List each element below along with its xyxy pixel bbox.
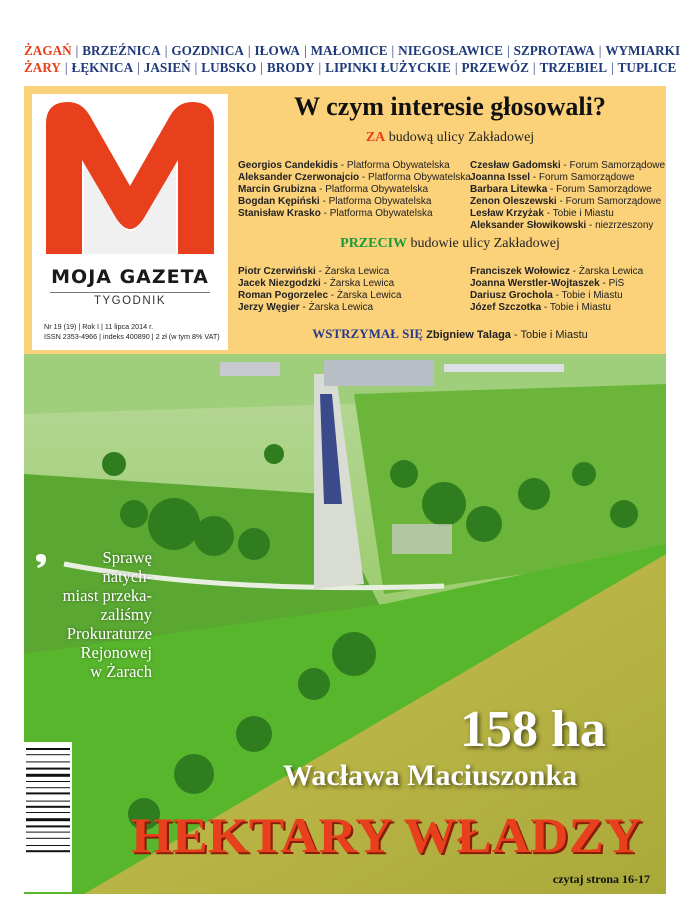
town-label: ŁĘKNICA <box>71 60 134 75</box>
councillor-name: Bogdan Kępiński <box>238 196 320 207</box>
town-separator: | <box>247 43 251 58</box>
town-separator: | <box>64 60 68 75</box>
councillor-name: Barbara Litewka <box>470 184 548 195</box>
vote-against-right-list <box>470 266 643 314</box>
town-list <box>24 42 681 76</box>
town-separator: | <box>506 43 510 58</box>
town-label: MAŁOMICE <box>310 43 388 58</box>
vote-for-heading <box>238 130 662 146</box>
councillor-party: niezrzeszony <box>595 220 654 231</box>
vote-abstain: WSTRZYMAŁ SIĘ Zbigniew Talaga - Tobie i Miastu <box>312 326 588 341</box>
councillor-entry: Marcin Grubizna - Platforma Obywatelska <box>238 184 429 195</box>
vote-for-key: ZA <box>365 130 386 145</box>
town-row <box>24 42 681 59</box>
councillor-party: Tobie i Miastu <box>561 290 623 301</box>
councillor-party: Tobie i Miastu <box>552 208 614 219</box>
councillor-name: Aleksander Czerwonajcio <box>238 172 360 183</box>
quote-line: zaliśmy <box>100 605 152 624</box>
quote-line: miast przeka- <box>62 586 152 605</box>
councillor-party: Forum Samorządowe <box>538 172 635 183</box>
councillor-name: Roman Pogorzelec <box>238 290 329 301</box>
councillor-entry: Jacek Niezgodzki - Żarska Lewica <box>238 278 395 289</box>
barcode-icon <box>24 742 72 892</box>
councillor-party: Żarska Lewica <box>308 302 374 313</box>
headline-main: HEKTARY WŁADZY <box>131 807 643 863</box>
logo-m-icon <box>32 94 228 264</box>
quote-line: natych- <box>102 567 152 586</box>
councillor-name: Jacek Niezgodzki <box>238 278 321 289</box>
councillor-party: Tobie i Miastu <box>549 302 611 313</box>
town-label: LUBSKO <box>201 60 257 75</box>
councillor-party: Platforma Obywatelska <box>325 184 429 195</box>
councillor-party: Platforma Obywatelska <box>368 172 471 183</box>
vote-against-heading <box>238 236 662 252</box>
councillor-entry: Czesław Gadomski - Forum Samorządowe <box>470 160 666 171</box>
councillor-party: Forum Samorządowe <box>569 160 666 171</box>
councillor-party: Forum Samorządowe <box>565 196 662 207</box>
masthead-title: MOJA GAZETA <box>51 266 209 288</box>
town-separator: | <box>391 43 395 58</box>
councillor-name: Jerzy Węgier <box>238 302 300 313</box>
councillor-name: Georgios Candekidis <box>238 160 339 171</box>
councillor-entry: Georgios Candekidis - Platforma Obywatelska <box>238 160 450 171</box>
issue-line: Nr 19 (19) | Rok I | 11 lipca 2014 r. <box>44 322 154 331</box>
councillor-name: Czesław Gadomski <box>470 160 561 171</box>
town-separator: | <box>611 60 614 75</box>
councillor-entry: Aleksander Czerwonajcio - Platforma Obywatelska <box>238 172 471 183</box>
councillor-party: Żarska Lewica <box>336 290 402 301</box>
councillor-name: Franciszek Wołowicz <box>470 266 570 277</box>
councillor-entry: Lesław Krzyżak - Tobie i Miastu <box>470 208 614 219</box>
councillor-entry: Joanna Issel - Forum Samorządowe <box>470 172 635 183</box>
town-separator: | <box>303 43 307 58</box>
town-label: IŁOWA <box>254 43 300 58</box>
councillor-entry: Barbara Litewka - Forum Samorządowe <box>470 184 652 195</box>
vote-against-key: PRZECIW <box>340 236 408 251</box>
councillor-name: Joanna Werstler-Wojtaszek <box>470 278 600 289</box>
vote-abstain-party: Tobie i Miastu <box>520 329 588 341</box>
councillor-entry: Bogdan Kępiński - Platforma Obywatelska <box>238 196 432 207</box>
town-separator: | <box>194 60 198 75</box>
town-row <box>24 59 676 76</box>
councillor-name: Joanna Issel <box>470 172 531 183</box>
town-label: BRODY <box>266 60 315 75</box>
town-label: BRZEŹNICA <box>82 43 161 58</box>
town-label: ŻAGAŃ <box>24 43 72 58</box>
town-label: LIPINKI ŁUŻYCKIE <box>325 60 451 75</box>
town-separator: | <box>598 43 602 58</box>
town-separator: | <box>318 60 322 75</box>
councillor-name: Dariusz Grochola <box>470 290 553 301</box>
headline-name: Wacława Maciuszonka <box>283 759 578 792</box>
councillor-name: Stanisław Krasko <box>238 208 321 219</box>
town-label: WYMIARKI <box>605 43 681 58</box>
masthead-divider <box>50 292 210 293</box>
vote-abstain-key: WSTRZYMAŁ SIĘ <box>312 326 424 341</box>
quote-line: w Żarach <box>90 662 152 681</box>
town-separator: | <box>75 43 79 58</box>
quote-mark-icon <box>36 554 46 568</box>
councillor-party: Forum Samorządowe <box>556 184 652 195</box>
councillor-party: PiS <box>608 278 625 289</box>
issue-info <box>44 322 224 342</box>
vote-title: W czym interesie głosowali? <box>294 92 606 121</box>
town-label: TUPLICE <box>617 60 677 75</box>
quote-line: Rejonowej <box>80 643 152 662</box>
councillor-name: Zenon Oleszewski <box>470 196 557 207</box>
town-separator: | <box>164 43 168 58</box>
town-label: GOZDNICA <box>171 43 244 58</box>
issue-line: ISSN 2353-4966 | indeks 400890 | 2 zł (w tym 8% VAT) <box>44 332 220 341</box>
vote-panel <box>24 86 666 354</box>
town-separator: | <box>532 60 536 75</box>
masthead-subtitle: TYGODNIK <box>93 295 167 307</box>
vote-for-left-list <box>238 160 471 220</box>
town-separator: | <box>137 60 140 75</box>
councillor-name: Aleksander Słowikowski <box>470 220 587 231</box>
town-label: PRZEWÓZ <box>461 60 529 75</box>
councillor-name: Piotr Czerwiński <box>238 266 316 277</box>
masthead <box>32 94 228 350</box>
councillor-entry: Dariusz Grochola - Tobie i Miastu <box>470 290 623 301</box>
councillor-party: Żarska Lewica <box>324 266 390 277</box>
vote-against-left-list <box>238 266 401 314</box>
town-label: NIEGOSŁAWICE <box>398 43 503 58</box>
town-label: SZPROTAWA <box>513 43 595 58</box>
vote-for-right-list <box>470 160 665 232</box>
councillor-name: Marcin Grubizna <box>238 184 317 195</box>
councillor-entry: Franciszek Wołowicz - Żarska Lewica <box>470 266 644 277</box>
councillor-entry: Aleksander Słowikowski - niezrzeszony <box>470 220 654 231</box>
councillor-entry: Roman Pogorzelec - Żarska Lewica <box>238 290 402 301</box>
councillor-entry: Jerzy Węgier - Żarska Lewica <box>238 302 374 313</box>
councillor-entry: Joanna Werstler-Wojtaszek - PiS <box>470 278 625 289</box>
vote-for-text: budową ulicy Zakładowej <box>388 130 535 145</box>
town-separator: | <box>260 60 263 75</box>
vote-against-text: budowie ulicy Zakładowej <box>410 236 560 251</box>
councillor-name: Lesław Krzyżak <box>470 208 544 219</box>
town-separator: | <box>454 60 458 75</box>
vote-abstain-name: Zbigniew Talaga <box>426 329 511 341</box>
councillor-entry: Piotr Czerwiński - Żarska Lewica <box>238 266 390 277</box>
councillor-party: Platforma Obywatelska <box>329 208 433 219</box>
councillor-entry: Stanisław Krasko - Platforma Obywatelska <box>238 208 433 219</box>
councillor-entry: Józef Szczotka - Tobie i Miastu <box>470 302 611 313</box>
councillor-party: Platforma Obywatelska <box>328 196 432 207</box>
town-label: TRZEBIEL <box>539 60 607 75</box>
read-more: czytaj strona 16-17 <box>552 872 650 886</box>
councillor-name: Józef Szczotka <box>470 302 542 313</box>
quote-line: Prokuraturze <box>66 624 152 643</box>
quote-line: Sprawę <box>102 548 152 567</box>
councillor-party: Platforma Obywatelska <box>346 160 450 171</box>
town-label: JASIEŃ <box>143 60 191 75</box>
councillor-party: Żarska Lewica <box>329 278 395 289</box>
town-label: ŻARY <box>24 60 61 75</box>
councillor-entry: Zenon Oleszewski - Forum Samorządowe <box>470 196 662 207</box>
councillor-party: Żarska Lewica <box>578 266 644 277</box>
headline-area: 158 ha <box>460 701 606 758</box>
